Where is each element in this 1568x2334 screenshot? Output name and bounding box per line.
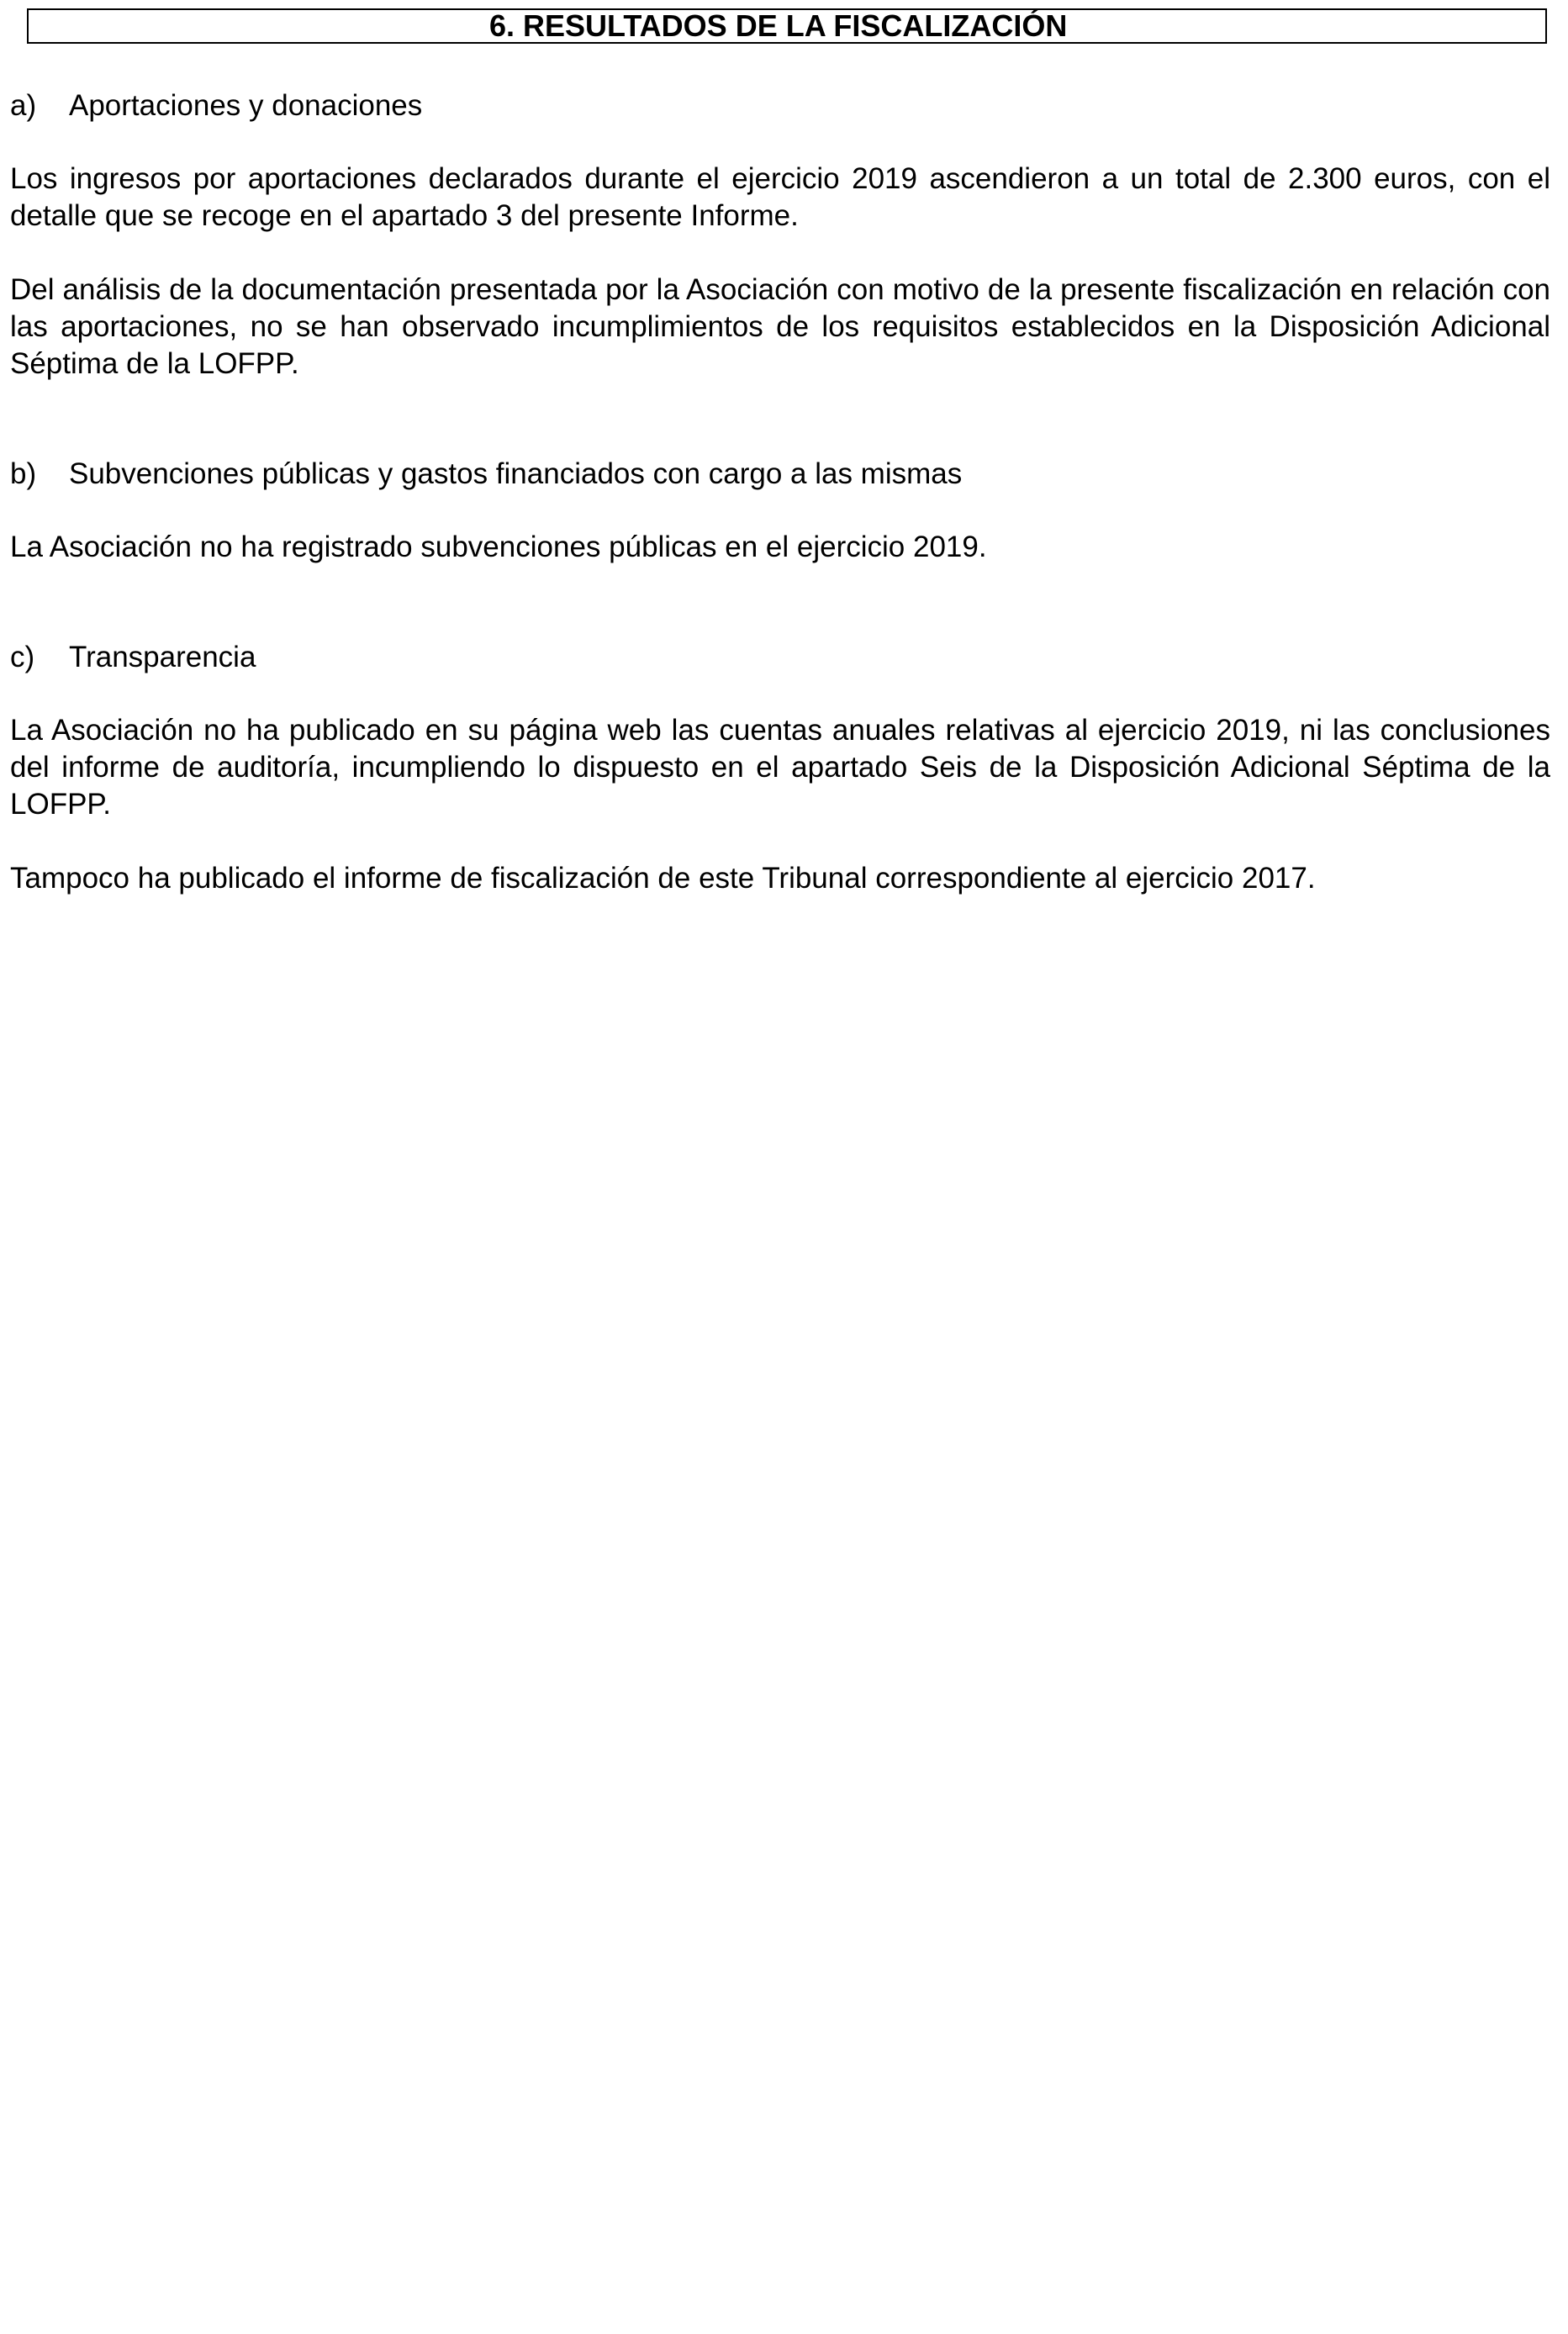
subsection-c-paragraph-2: Tampoco ha publicado el informe de fiscalización de este Tribunal correspondiente al ejercicio 2017. xyxy=(10,862,1316,895)
subsection-c-title: Transparencia xyxy=(69,641,256,673)
subsection-a-paragraph-1: Los ingresos por aportaciones declarados durante el ejercicio 2019 ascendieron a un total de 2.300 euros, con el detalle que se recoge en el apartado 3 del presente Informe. xyxy=(10,162,1550,232)
section-title-box xyxy=(27,8,1547,44)
subsection-b-heading xyxy=(10,456,1550,493)
section-title: 6. RESULTADOS DE LA FISCALIZACIÓN xyxy=(489,8,1068,43)
subsection-a-letter: a) xyxy=(10,89,37,122)
document-page xyxy=(10,8,1550,897)
subsection-b-title: Subvenciones públicas y gastos financiados con cargo a las mismas xyxy=(69,457,963,490)
subsection-a-paragraph-2: Del análisis de la documentación presentada por la Asociación con motivo de la presente fiscalización en relación con las aportaciones, no se han observado incumplimientos de los requisitos establecidos en la Disposición Adicional Séptima de la LOFPP. xyxy=(10,273,1550,380)
subsection-c-heading xyxy=(10,639,1550,676)
subsection-c-paragraph-1: La Asociación no ha publicado en su página web las cuentas anuales relativas al ejercicio 2019, ni las conclusiones del informe de auditoría, incumpliendo lo dispuesto en el apartado Seis de la Disposición Adicional Séptima de la LOFPP. xyxy=(10,714,1550,821)
subsection-b-letter: b) xyxy=(10,457,37,490)
subsection-c-letter: c) xyxy=(10,641,35,673)
subsection-b-paragraph-1: La Asociación no ha registrado subvenciones públicas en el ejercicio 2019. xyxy=(10,531,987,563)
subsection-a-heading xyxy=(10,87,1550,124)
subsection-a-title: Aportaciones y donaciones xyxy=(69,89,423,122)
